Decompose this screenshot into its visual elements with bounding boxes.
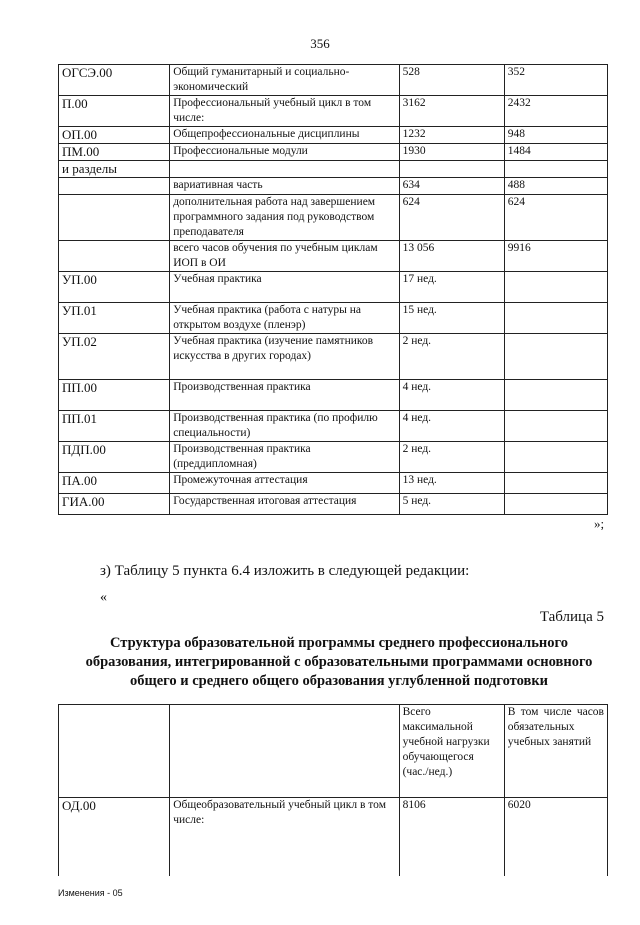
cell-name: Производственная практика (преддипломная) [170,442,399,473]
cell-required [504,161,607,178]
table-row [59,161,608,178]
cell-code: УП.00 [59,272,170,303]
cell-max-load: 2 нед. [399,334,504,380]
cell-required [504,442,607,473]
cell-required [504,473,607,494]
cell-max-load: 634 [399,178,504,195]
cell-name: Общий гуманитарный и социально-экономический [170,65,399,96]
header-cell-max-load: Всего максимальной учебной нагрузки обучающегося (час./нед.) [399,705,504,798]
cell-code: ОГСЭ.00 [59,65,170,96]
cell-name: вариативная часть [170,178,399,195]
cell-max-load: 1930 [399,144,504,161]
cell-name: Учебная практика [170,272,399,303]
header-cell-empty [170,705,399,798]
instruction-text: з) Таблицу 5 пункта 6.4 изложить в следующей редакции: [100,563,470,579]
cell-name: Государственная итоговая аттестация [170,494,399,515]
cell-code: и разделы [59,161,170,178]
cell-code: ОП.00 [59,127,170,144]
cell-max-load [399,161,504,178]
table-row [59,798,608,877]
cell-required: 488 [504,178,607,195]
cell-code: УП.02 [59,334,170,380]
cell-name: Учебная практика (работа с натуры на открытом воздухе (пленэр) [170,303,399,334]
cell-required: 624 [504,195,607,241]
cell-max-load: 1232 [399,127,504,144]
cell-required [504,303,607,334]
cell-required [504,334,607,380]
cell-code: ПМ.00 [59,144,170,161]
cell-name: Производственная практика [170,380,399,411]
table-row [59,442,608,473]
cell-name: Общеобразовательный учебный цикл в том числе: [170,798,399,877]
cell-required [504,272,607,303]
cell-name: Учебная практика (изучение памятников искусства в других городах) [170,334,399,380]
cell-code: ПП.01 [59,411,170,442]
header-cell-required: В том числе часов обязательных учебных занятий [504,705,607,798]
table-row [59,303,608,334]
cell-max-load: 13 056 [399,241,504,272]
cell-code: ПДП.00 [59,442,170,473]
cell-code: УП.01 [59,303,170,334]
opening-quote: « [100,590,107,605]
page-number: 356 [310,36,330,51]
cell-required: 9916 [504,241,607,272]
cell-name: Производственная практика (по профилю специальности) [170,411,399,442]
cell-required [504,380,607,411]
table-row [59,272,608,303]
table-row [59,144,608,161]
table-row [59,411,608,442]
cell-code [59,241,170,272]
cell-max-load: 624 [399,195,504,241]
header-cell-empty [59,705,170,798]
cell-required: 948 [504,127,607,144]
table-row [59,96,608,127]
table-row [59,494,608,515]
cell-name: дополнительная работа над завершением программного задания под руководством преподавателя [170,195,399,241]
table-row [59,473,608,494]
cell-max-load: 13 нед. [399,473,504,494]
cell-max-load: 3162 [399,96,504,127]
cell-code: ОД.00 [59,798,170,877]
cell-name: всего часов обучения по учебным циклам ИОП в ОИ [170,241,399,272]
cell-max-load: 17 нед. [399,272,504,303]
cell-name: Промежуточная аттестация [170,473,399,494]
cell-max-load: 15 нед. [399,303,504,334]
footer-note: Изменения - 05 [58,888,123,898]
table-row [59,334,608,380]
table-label: Таблица 5 [539,609,604,625]
table-header-row [59,705,608,798]
cell-required: 2432 [504,96,607,127]
cell-max-load: 2 нед. [399,442,504,473]
cell-required: 6020 [504,798,607,877]
cell-name [170,161,399,178]
table-5 [58,704,608,876]
cell-required: 352 [504,65,607,96]
cell-max-load: 4 нед. [399,380,504,411]
cell-name: Профессиональный учебный цикл в том числе: [170,96,399,127]
cell-code [59,195,170,241]
table-row [59,178,608,195]
cell-name: Общепрофессиональные дисциплины [170,127,399,144]
cell-required [504,411,607,442]
cell-name: Профессиональные модули [170,144,399,161]
cell-required [504,494,607,515]
cell-max-load: 528 [399,65,504,96]
cell-code: ПП.00 [59,380,170,411]
table-row [59,127,608,144]
table-row [59,65,608,96]
table-continuation [58,64,608,515]
cell-code: ГИА.00 [59,494,170,515]
closing-quote: »; [594,516,605,531]
cell-code [59,178,170,195]
table-row [59,241,608,272]
table-title: Структура образовательной программы среднего профессионального образования, интегрированной с образовательными программами основного общего и среднего общего образования углубленной подготовки [85,635,593,689]
cell-required: 1484 [504,144,607,161]
cell-max-load: 8106 [399,798,504,877]
cell-max-load: 5 нед. [399,494,504,515]
cell-max-load: 4 нед. [399,411,504,442]
table-row [59,195,608,241]
cell-code: ПА.00 [59,473,170,494]
table-row [59,380,608,411]
cell-code: П.00 [59,96,170,127]
